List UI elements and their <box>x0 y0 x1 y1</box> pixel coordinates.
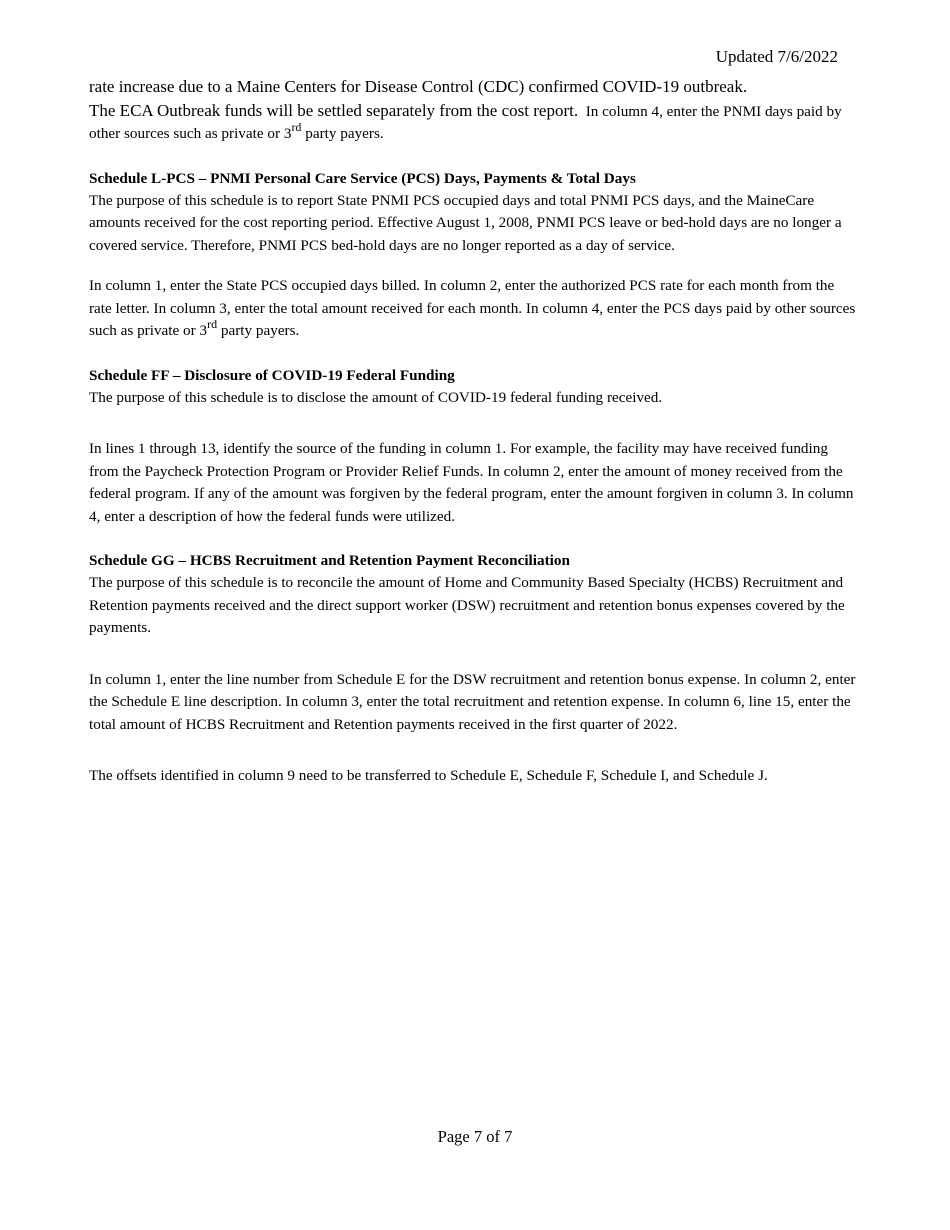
document-body <box>89 76 859 788</box>
updated-date: Updated 7/6/2022 <box>715 47 838 66</box>
schedule-ff-purpose: The purpose of this schedule is to disclose the amount of COVID-19 federal funding received. <box>89 388 663 406</box>
intro-line-2: The ECA Outbreak funds will be settled separately from the cost report. <box>89 100 579 120</box>
schedule-lpcs-purpose: The purpose of this schedule is to report State PNMI PCS occupied days and total PNMI PCS days, and the MaineCare amounts received for the cost reporting period. Effective August 1, 2008, PNMI PCS leave or bed-hold days are no longer a covered service. Therefore, PNMI PCS bed-hold days are no longer reported as a day of service. <box>89 191 842 254</box>
schedule-gg-offsets: The offsets identified in column 9 need to be transferred to Schedule E, Schedule F, Schedule I, and Schedule J. <box>89 767 768 784</box>
schedule-gg-heading: Schedule GG – HCBS Recruitment and Retention Payment Reconciliation <box>89 552 570 569</box>
schedule-lpcs-superscript: rd <box>207 316 218 331</box>
intro-line-2-small: In column 4, enter the PNMI days paid by other sources such as private or 3 <box>89 102 842 142</box>
page-number: Page 7 of 7 <box>437 1127 513 1146</box>
schedule-ff-instructions: In lines 1 through 13, identify the source of the funding in column 1. For example, the facility may have received funding from the Paycheck Protection Program or Provider Relief Funds. In column 2, enter the amount of money received from the federal program. If any of the amount was forgiven by the federal program, enter the amount forgiven in column 3. In column 4, enter a description of how the federal funds were utilized. <box>89 440 854 525</box>
schedule-gg-instructions: In column 1, enter the line number from Schedule E for the DSW recruitment and retention bonus expense. In column 2, enter the Schedule E line description. In column 3, enter the total recruitment and retention expense. In column 6, line 15, enter the total amount of HCBS Recruitment and Retention payments received in the first quarter of 2022. <box>89 670 856 733</box>
intro-paragraph <box>89 76 859 146</box>
schedule-lpcs-tail: party payers. <box>220 322 300 339</box>
intro-line-1: rate increase due to a Maine Centers for Disease Control (CDC) confirmed COVID-19 outbreak. <box>89 77 748 96</box>
intro-superscript: rd <box>291 119 302 134</box>
intro-tail: party payers. <box>305 125 384 142</box>
schedule-lpcs-instructions-text: In column 1, enter the State PCS occupied days billed. In column 2, enter the authorized PCS rate for each month from the rate letter. In column 3, enter the total amount received for each month. In column 4, enter the PCS days paid by other sources such as private or 3 <box>89 277 856 339</box>
schedule-ff-heading: Schedule FF – Disclosure of COVID-19 Federal Funding <box>89 366 455 384</box>
schedule-gg-purpose: The purpose of this schedule is to reconcile the amount of Home and Community Based Specialty (HCBS) Recruitment and Retention payments received and the direct support worker (DSW) recruitment and retention bonus expenses covered by the payments. <box>89 574 845 636</box>
schedule-lpcs-heading: Schedule L-PCS – PNMI Personal Care Service (PCS) Days, Payments & Total Days <box>89 169 636 187</box>
schedule-lpcs-instructions <box>89 275 859 343</box>
